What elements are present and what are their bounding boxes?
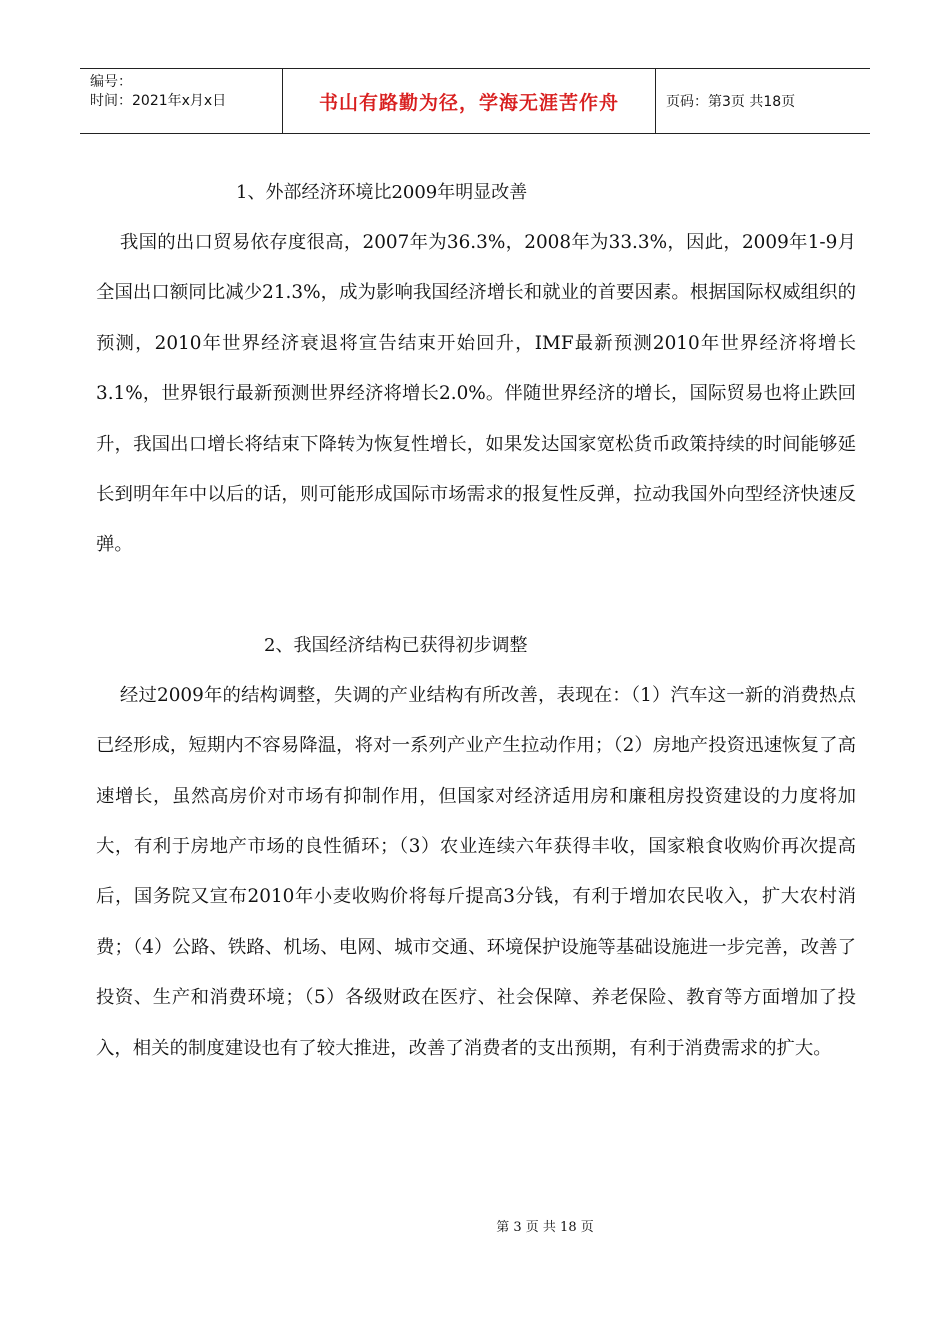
page-footer: 第 3 页 共 18 页: [496, 1220, 594, 1235]
section-gap: [96, 571, 856, 621]
time-label: 时间：2021年x月x日: [90, 93, 227, 109]
section-paragraph-1: 我国的出口贸易依存度很高，2007年为36.3%，2008年为33.3%，因此，2009年1-9月全国出口额同比减少21.3%，成为影响我国经济增长和就业的首要因素。根据国际权威组织的预测，2010年世界经济衰退将宣告结束开始回升，IMF最新预测2010年世界经济将增长3.1%，世界银行最新预测世界经济将增长2.0%。伴随世界经济的增长，国际贸易也将止跌回升，我国出口增长将结束下降转为恢复性增长，如果发达国家宽松货币政策持续的时间能够延长到明年年中以后的话，则可能形成国际市场需求的报复性反弹，拉动我国外向型经济快速反弹。: [96, 232, 856, 556]
header-page-info: 页码：第3页 共18页: [666, 94, 796, 110]
header-meta: [80, 69, 282, 133]
number-label: 编号：: [90, 74, 132, 90]
header-motto: 书山有路勤为径，学海无涯苦作舟: [282, 69, 656, 133]
section-heading-2: 2、我国经济结构已获得初步调整: [264, 634, 528, 656]
section-paragraph-2: 经过2009年的结构调整，失调的产业结构有所改善，表现在：（1）汽车这一新的消费热点已经形成，短期内不容易降温，将对一系列产业产生拉动作用；（2）房地产投资迅速恢复了高速增长，虽然高房价对市场有抑制作用，但国家对经济适用房和廉租房投资建设的力度将加大，有利于房地产市场的良性循环；（3）农业连续六年获得丰收，国家粮食收购价再次提高后，国务院又宣布2010年小麦收购价将每斤提高3分钱，有利于增加农民收入，扩大农村消费；（4）公路、铁路、机场、电网、城市交通、环境保护设施等基础设施进一步完善，改善了投资、生产和消费环境；（5）各级财政在医疗、社会保障、养老保险、教育等方面增加了投入，相关的制度建设也有了较大推进，改善了消费者的支出预期，有利于消费需求的扩大。: [96, 684, 856, 1059]
section-heading-1: 1、外部经济环境比2009年明显改善: [236, 182, 528, 203]
document-body: [96, 168, 856, 1074]
page-header: [80, 68, 870, 134]
